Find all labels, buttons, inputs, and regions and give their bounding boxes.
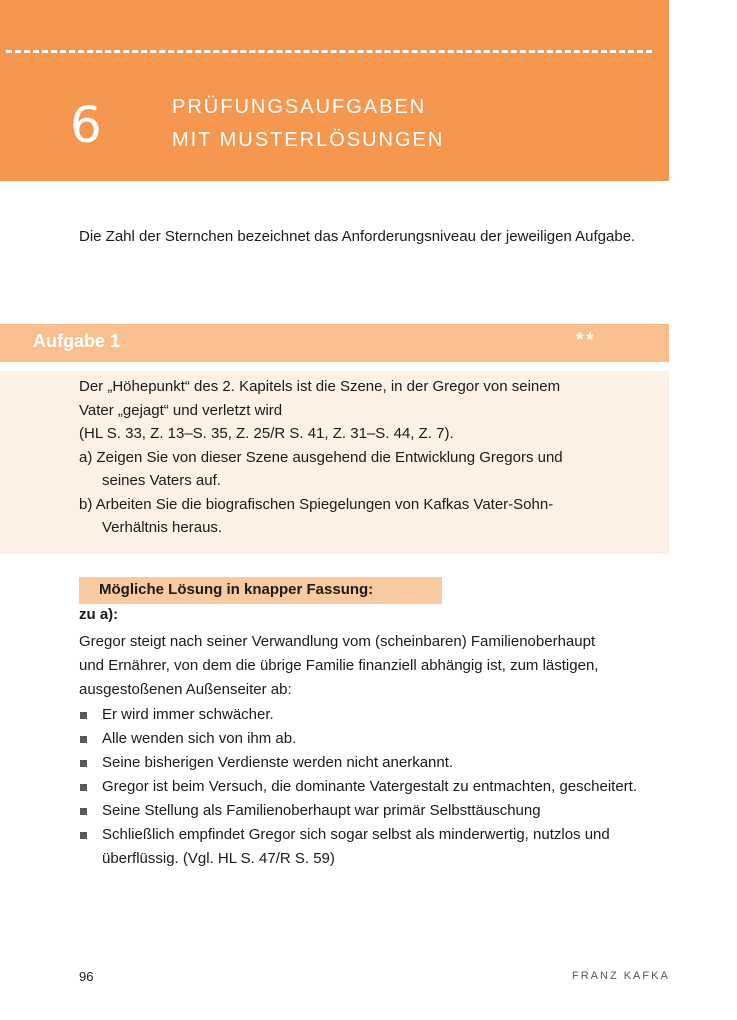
square-bullet-icon [80,808,87,815]
chapter-title [172,91,444,157]
solution-bullet-list [79,703,675,871]
list-item-text: Alle wenden sich von ihm ab. [102,730,297,747]
difficulty-stars: ** [576,330,597,351]
task-line-a: a) Zeigen Sie von dieser Szene ausgehend die Entwicklung Gregors und [79,448,563,466]
decorative-dash-line [6,50,652,53]
solution-intro [79,630,675,702]
task-heading-bar [0,324,669,362]
page-number: 96 [79,969,94,984]
list-item-text: Schließlich empfindet Gregor sich sogar selbst als minderwertig, nutzlos und überflüssig. (Vgl. HL S. 47/R S. 59) [102,826,610,867]
chapter-header [0,0,669,181]
chapter-title-line-1: PRÜFUNGSAUFGABEN [172,96,427,118]
list-item-text: Seine Stellung als Familienoberhaupt war primär Selbsttäuschung [102,802,541,819]
list-item [79,727,675,751]
solution-intro-line: Gregor steigt nach seiner Verwandlung vom (scheinbaren) Familienoberhaupt [79,633,596,650]
square-bullet-icon [80,832,87,839]
chapter-number: 6 [70,96,102,154]
list-item [79,703,675,727]
task-line-b-cont: Verhältnis heraus. [102,519,223,536]
list-item-text: Seine bisherigen Verdienste werden nicht anerkannt. [102,754,454,771]
intro-paragraph: Die Zahl der Sternchen bezeichnet das Anforderungsniveau der jeweiligen Aufgabe. [79,228,636,245]
solution-part-label: zu a): [79,606,119,623]
task-title: Aufgabe 1 [33,331,121,351]
list-item [79,775,675,799]
task-line: Der „Höhepunkt“ des 2. Kapitels ist die Szene, in der Gregor von seinem [79,378,561,395]
solution-label-bar [79,577,442,604]
square-bullet-icon [80,736,87,743]
square-bullet-icon [80,760,87,767]
task-line-b: b) Arbeiten Sie die biografischen Spiegelungen von Kafkas Vater-Sohn- [79,495,554,513]
list-item-text: Er wird immer schwächer. [102,706,274,723]
solution-label: Mögliche Lösung in knapper Fassung: [99,581,374,598]
task-line-a-cont: seines Vaters auf. [102,472,221,489]
square-bullet-icon [80,784,87,791]
solution-intro-line: und Ernährer, von dem die übrige Familie finanziell abhängig ist, zum lästigen, [79,657,599,674]
running-footer-title: FRANZ KAFKA [572,970,670,982]
list-item [79,823,675,871]
task-text [79,375,669,540]
list-item [79,751,675,775]
square-bullet-icon [80,712,87,719]
list-item-text: Gregor ist beim Versuch, die dominante Vatergestalt zu entmachten, gescheitert. [102,778,638,795]
task-line: (HL S. 33, Z. 13–S. 35, Z. 25/R S. 41, Z. 31–S. 44, Z. 7). [79,425,454,442]
list-item [79,799,675,823]
solution-intro-line: ausgestoßenen Außenseiter ab: [79,681,292,698]
task-line: Vater „gejagt“ und verletzt wird [79,401,283,419]
chapter-title-line-2: MIT MUSTERLÖSUNGEN [172,129,445,151]
